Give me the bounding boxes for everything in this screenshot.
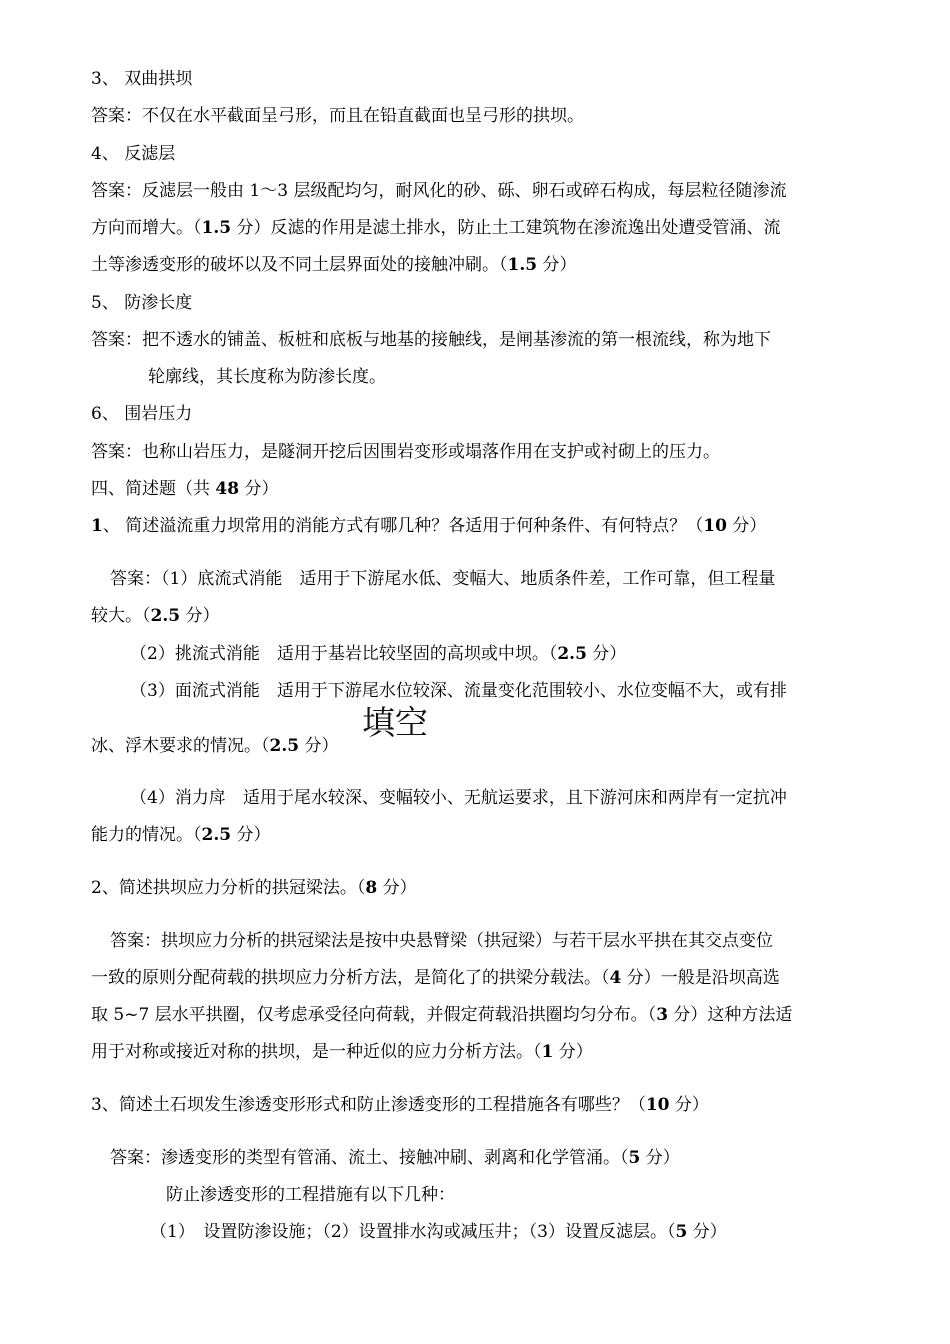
question-2-answer-line-1: 答案：拱坝应力分析的拱冠梁法是按中央悬臂梁（拱冠梁）与若干层水平拱在其交点变位: [110, 931, 773, 951]
score: 2.5: [201, 825, 232, 845]
score: 8: [365, 878, 378, 898]
item-4-answer-line-2: [91, 217, 780, 239]
text: 2、简述拱坝应力分析的拱冠梁法。（: [91, 878, 366, 898]
score: 2.5: [557, 644, 587, 664]
text: 分）反滤的作用是滤土排水，防止土工建筑物在渗流逸出处遭受管涌、流: [231, 218, 781, 238]
section-4-title: [91, 478, 278, 500]
question-2-answer-line-2: [91, 967, 780, 989]
text: 分）: [231, 825, 271, 845]
text: 分）一般是沿坝高选: [621, 968, 780, 988]
score: 1.5: [507, 255, 538, 275]
text: 分）: [553, 1042, 593, 1062]
text: 分）: [687, 1222, 727, 1242]
item-4-term: 4、 反滤层: [91, 144, 176, 164]
question-2-answer-line-3: [91, 1004, 792, 1026]
score: 3: [656, 1005, 669, 1025]
score: 4: [609, 968, 622, 988]
question-3: [91, 1094, 709, 1116]
text: 一致的原则分配荷载的拱坝应力分析方法，是简化了的拱梁分载法。（: [91, 968, 610, 988]
text: 答案：渗透变形的类型有管涌、流土、接触冲刷、剥离和化学管涌。（: [110, 1148, 629, 1168]
score: 1.5: [201, 218, 232, 238]
question-1-answer-3-line-2: [91, 735, 338, 757]
question-number: 1: [91, 516, 103, 536]
text: 分）: [239, 479, 279, 499]
text: 能力的情况。（: [91, 825, 202, 845]
text: 用于对称或接近对称的拱坝，是一种近似的应力分析方法。（: [91, 1042, 542, 1062]
question-3-answer-line-3: [150, 1221, 727, 1243]
text: 冰、浮木要求的情况。（: [91, 736, 270, 756]
item-5-answer-line-1: 答案：把不透水的铺盖、板桩和底板与地基的接触线，是闸基渗流的第一根流线，称为地下: [91, 330, 771, 350]
text: 、 简述溢流重力坝常用的消能方式有哪几种？各适用于何种条件、有何特点？（: [102, 516, 704, 536]
score: 2.5: [269, 736, 300, 756]
score: 5: [675, 1222, 688, 1242]
item-3-answer: 答案：不仅在水平截面呈弓形，而且在铅直截面也呈弓形的拱坝。: [91, 106, 584, 126]
text: 分）: [586, 644, 627, 664]
item-5-term: 5、 防渗长度: [91, 293, 193, 313]
question-3-answer-line-2: 防止渗透变形的工程措施有以下几种：: [166, 1185, 455, 1205]
text: （1） 设置防渗设施；（2）设置排水沟或减压井；（3）设置反滤层。（: [150, 1222, 676, 1242]
text: 分）: [299, 736, 339, 756]
item-5-answer-line-2: 轮廓线，其长度称为防渗长度。: [148, 367, 386, 387]
text: （2）挑流式消能 适用于基岩比较坚固的高坝或中坝。（: [130, 644, 558, 664]
item-3-term: 3、 双曲拱坝: [91, 69, 193, 89]
text: 分）: [377, 878, 417, 898]
text: 较大。（: [91, 606, 151, 626]
text: 四、简述题（共: [91, 479, 216, 499]
question-1-answer-1-line-1: 答案：（1）底流式消能 适用于下游尾水低、变幅大、地质条件差，工作可靠，但工程量: [110, 569, 776, 589]
text: 土等渗透变形的破坏以及不同土层界面处的接触冲刷。（: [91, 255, 508, 275]
text: 分）这种方法适: [668, 1005, 793, 1025]
question-2: [91, 877, 417, 899]
score: 10: [645, 1095, 670, 1115]
item-6-answer: 答案：也称山岩压力，是隧洞开挖后因围岩变形或塌落作用在支护或衬砌上的压力。: [91, 442, 720, 462]
score: 2.5: [150, 606, 181, 626]
item-4-answer-line-3: [91, 254, 576, 276]
text: 分）: [640, 1148, 680, 1168]
score: 5: [628, 1148, 641, 1168]
text: 分）: [669, 1095, 709, 1115]
text: 3、简述土石坝发生渗透变形形式和防止渗透变形的工程措施各有哪些？（: [91, 1095, 646, 1115]
text: 方向而增大。（: [91, 218, 202, 238]
score: 1: [541, 1042, 554, 1062]
question-3-answer-line-1: [110, 1147, 680, 1169]
score: 10: [703, 516, 727, 536]
text: 分）: [537, 255, 577, 275]
text: 分）: [180, 606, 220, 626]
question-1-answer-3-line-1: （3）面流式消能 适用于下游尾水位较深、流量变化范围较小、水位变幅不大，或有排: [130, 681, 787, 701]
item-4-answer-line-1: 答案：反滤层一般由 1～3 层级配均匀，耐风化的砂、砾、卵石或碎石构成，每层粒径随渗流: [91, 181, 787, 201]
fill-in-stamp: 填空: [362, 703, 428, 742]
question-1-answer-1-line-2: [91, 605, 219, 627]
item-6-term: 6、 围岩压力: [91, 404, 193, 424]
text: 取 5~7 层水平拱圈，仅考虑承受径向荷载，并假定荷载沿拱圈均匀分布。（: [91, 1005, 657, 1025]
question-1: [91, 515, 766, 537]
question-1-answer-4-line-1: （4）消力戽 适用于尾水较深、变幅较小、无航运要求，且下游河床和两岸有一定抗冲: [130, 788, 787, 808]
question-2-answer-line-4: [91, 1041, 593, 1063]
text: 分）: [726, 516, 767, 536]
score: 48: [215, 479, 240, 499]
question-1-answer-2: [130, 643, 626, 665]
question-1-answer-4-line-2: [91, 824, 270, 846]
